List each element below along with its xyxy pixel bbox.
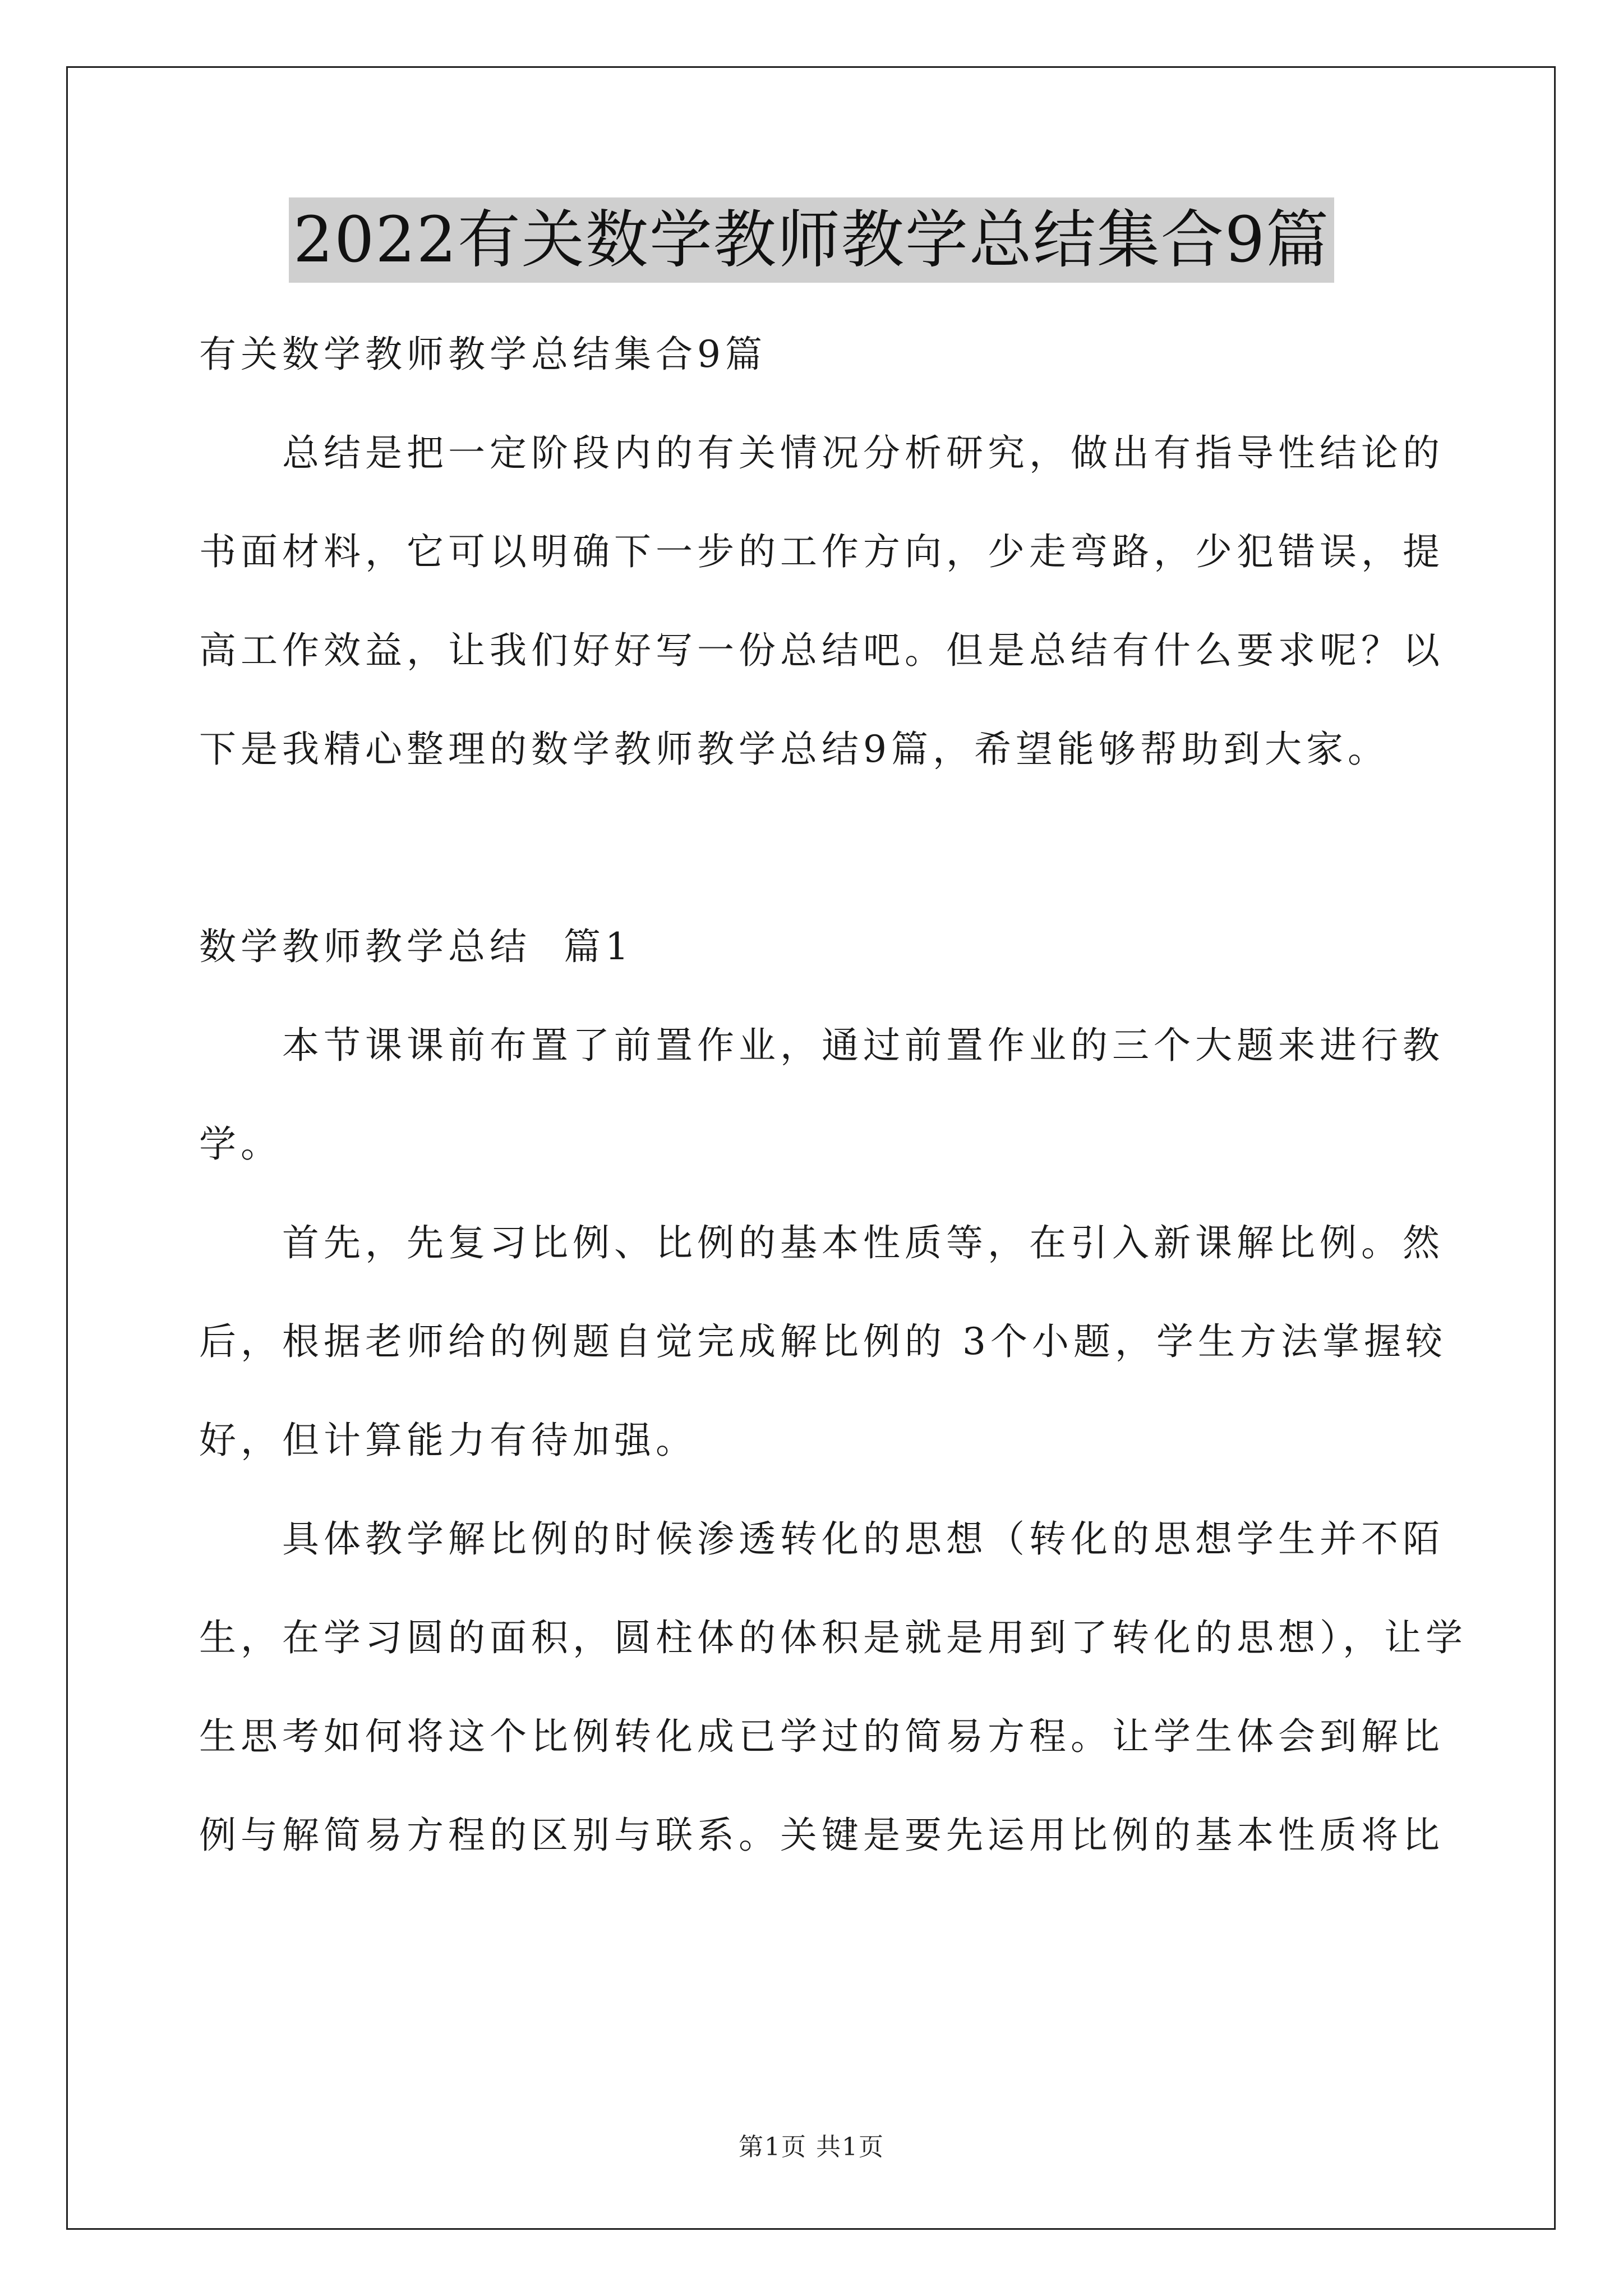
paragraph-line: 生思考如何将这个比例转化成已学过的简易方程。让学生体会到解比 <box>199 1715 1444 1758</box>
paragraph-1 <box>199 996 1444 1194</box>
document-body <box>199 305 1467 1885</box>
document-title: 2022有关数学教师教学总结集合9篇 <box>289 197 1334 283</box>
paragraph-line: 好，但计算能力有待加强。 <box>199 1419 697 1462</box>
section-gap <box>199 799 1433 898</box>
page-footer: 第1页 共1页 <box>739 2133 884 2161</box>
paragraph-line: 学。 <box>199 1122 282 1166</box>
paragraph-line: 生，在学习圆的面积，圆柱体的体积是就是用到了转化的思想），让学 <box>199 1616 1467 1659</box>
paragraph-line: 后，根据老师给的例题自觉完成解比例的 3个小题，学生方法掌握较 <box>199 1320 1447 1363</box>
title-wrap <box>0 197 1623 283</box>
paragraph-3 <box>199 1490 1467 1885</box>
paragraph-line: 首先，先复习比例、比例的基本性质等，在引入新课解比例。然 <box>282 1221 1444 1264</box>
paragraph-2 <box>199 1194 1447 1490</box>
intro-line: 下是我精心整理的数学教师教学总结9篇，希望能够帮助到大家。 <box>199 728 1389 771</box>
paragraph-line: 本节课课前布置了前置作业，通过前置作业的三个大题来进行教 <box>282 1024 1444 1067</box>
paragraph-line: 具体教学解比例的时候渗透转化的思想（转化的思想学生并不陌 <box>282 1517 1444 1561</box>
intro-line: 书面材料，它可以明确下一步的工作方向，少走弯路，少犯错误，提 <box>199 530 1444 573</box>
intro-line: 总结是把一定阶段内的有关情况分析研究，做出有指导性结论的 <box>282 431 1444 475</box>
document-subtitle: 有关数学教师教学总结集合9篇 <box>199 333 767 376</box>
intro-line: 高工作效益，让我们好好写一份总结吧。但是总结有什么要求呢？以 <box>199 629 1444 672</box>
section-heading: 数学教师教学总结 篇1 <box>199 925 633 968</box>
intro-paragraph <box>199 404 1444 799</box>
paragraph-line: 例与解简易方程的区别与联系。关键是要先运用比例的基本性质将比 <box>199 1814 1444 1857</box>
